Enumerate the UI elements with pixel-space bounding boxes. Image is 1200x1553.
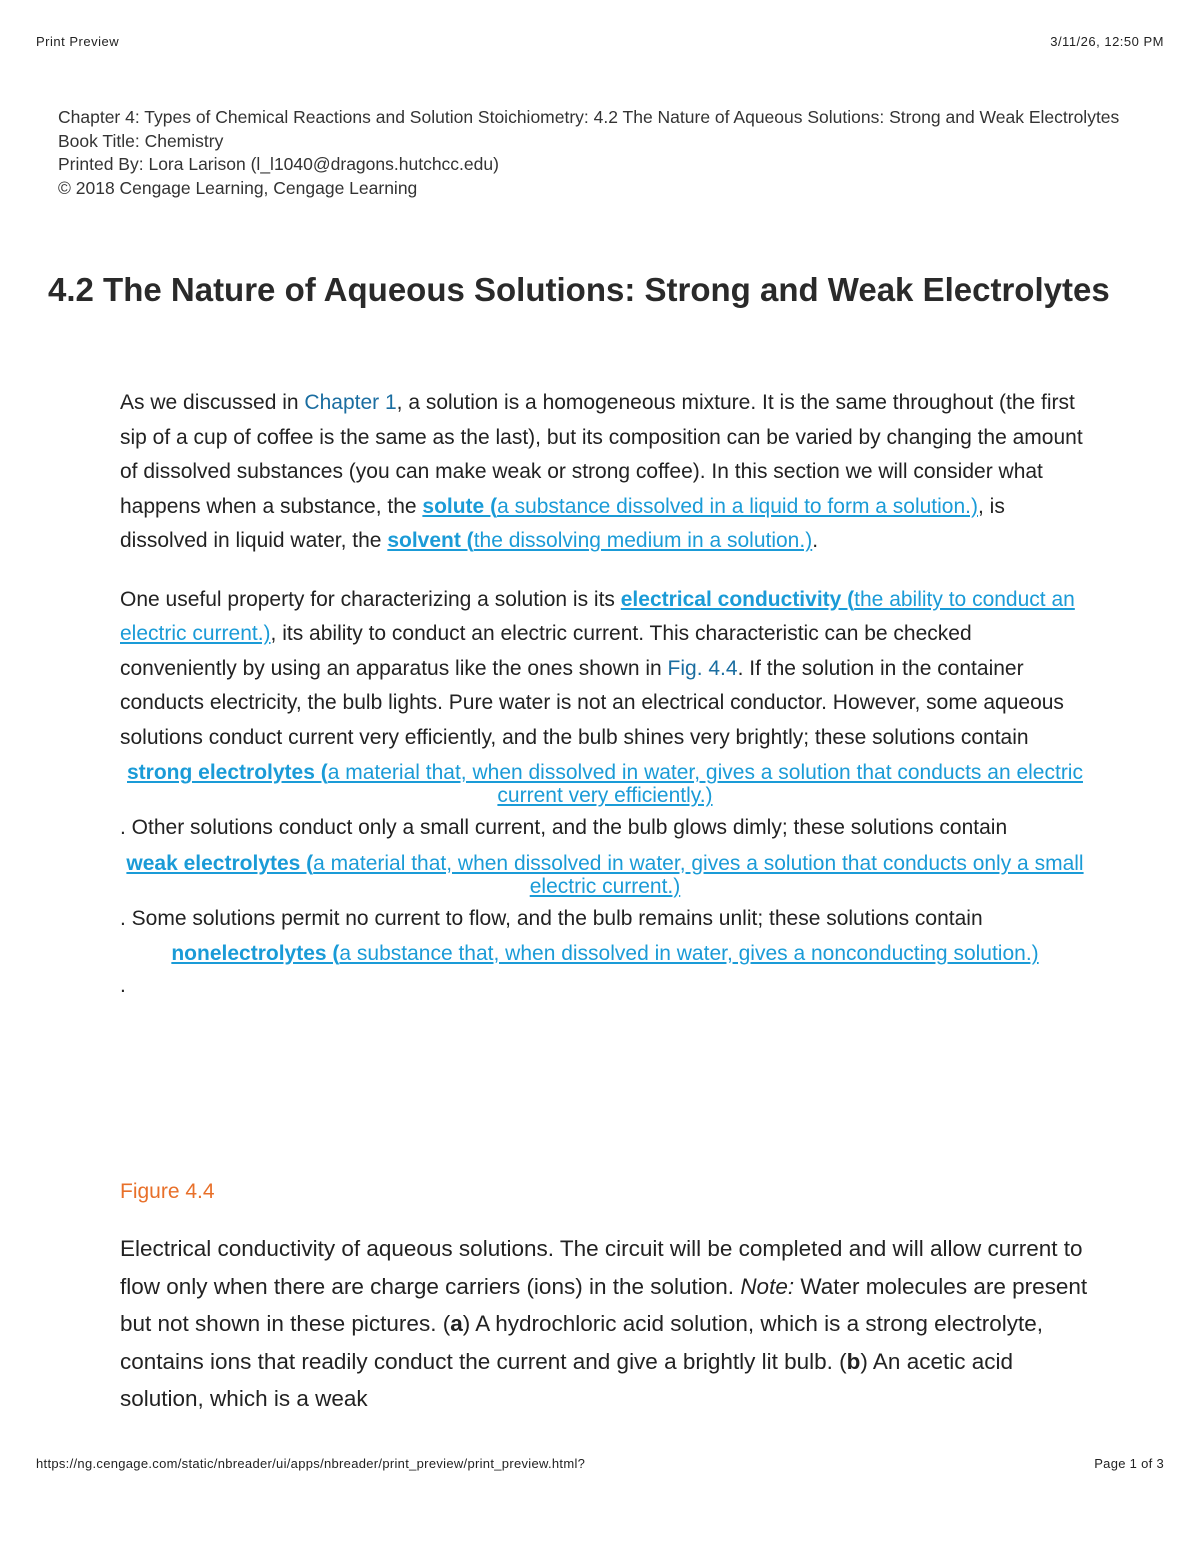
page-number: Page 1 of 3	[1094, 1456, 1164, 1471]
caption-text	[120, 1230, 1100, 1418]
term-definition: a material that, when dissolved in water, gives a solution that conducts only a small electric current.)	[313, 851, 1084, 898]
page-url: https://ng.cengage.com/static/nbreader/ui/apps/nbreader/print_preview/print_preview.html?	[36, 1456, 586, 1471]
weak-electrolytes-term-link[interactable]	[120, 852, 1090, 898]
term-definition: a substance that, when dissolved in water, gives a nonconducting solution.)	[339, 942, 1039, 965]
term-definition: a substance dissolved in a liquid to form a solution.)	[497, 494, 978, 518]
text: . If the solution in the container conducts electricity, the bulb lights. Pure water is not an electrical conductor. However, some aqueous solutions conduct current very efficiently, and the bulb shines very brightly; these solutions contain	[120, 656, 1064, 749]
paragraph-2	[120, 583, 1090, 1004]
figure-caption	[120, 1230, 1100, 1418]
text: .	[120, 974, 126, 997]
part-b-label: b	[846, 1348, 861, 1374]
text: Electrical conductivity of aqueous solutions. The circuit will be completed and will allow current to flow only when there are charge carriers (ions) in the solution.	[120, 1236, 1083, 1299]
term-word: weak electrolytes (	[126, 851, 314, 875]
solute-term-link[interactable]	[422, 495, 978, 518]
text: , its ability to conduct an electric current. This characteristic can be checked conveniently by using an apparatus like the ones shown in	[120, 622, 972, 680]
part-a-label: a	[450, 1311, 463, 1336]
term-word: solute (	[422, 494, 498, 518]
term-word: solvent (	[387, 529, 474, 552]
figure-4-4-link[interactable]: Fig. 4.4	[667, 656, 738, 680]
term-definition: the dissolving medium in a solution.)	[473, 529, 813, 552]
text: ) A hydrochloric acid solution, which is a strong electrolyte, contains ions that readily conduct the current and give a brightly lit bulb. (	[120, 1311, 1043, 1374]
text: As we discussed in	[120, 391, 305, 414]
nonelectrolytes-term-link[interactable]	[120, 942, 1090, 965]
print-preview-header: Print Preview	[36, 34, 120, 49]
book-title-line: Book Title: Chemistry	[58, 130, 224, 151]
solvent-term-link[interactable]	[387, 529, 812, 552]
note-label: Note:	[740, 1273, 795, 1299]
term-definition: a material that, when dissolved in water, gives a solution that conducts an electric current very efficiently.)	[327, 761, 1083, 807]
term-word: strong electrolytes (	[127, 761, 328, 784]
text: .	[812, 529, 819, 552]
section-title: 4.2 The Nature of Aqueous Solutions: Strong and Weak Electrolytes	[48, 271, 1110, 308]
chapter-line: Chapter 4: Types of Chemical Reactions and Solution Stoichiometry: 4.2 The Nature of Aqueous Solutions: Strong and Weak Electrolytes	[58, 107, 1120, 127]
text: ) An acetic acid solution, which is a weak	[120, 1348, 1013, 1411]
strong-electrolytes-term-link[interactable]	[120, 761, 1090, 807]
section-body	[120, 386, 1090, 1004]
term-word: nonelectrolytes (	[171, 942, 340, 965]
text: , is dissolved in liquid water, the	[120, 494, 1005, 552]
text: Water molecules are present but not shown in these pictures. (	[120, 1273, 1088, 1336]
printed-by-line: Printed By: Lora Larison (l_l1040@dragons.hutchcc.edu)	[58, 154, 499, 174]
term-definition: the ability to conduct an electric current.)	[120, 587, 1075, 645]
text: , a solution is a homogeneous mixture. It is the same throughout (the first sip of a cup of coffee is the same as the last), but its composition can be varied by changing the amount of dissolved substances (you can make weak or strong coffee). In this section we will consider what happens when a substance, the	[120, 391, 1083, 518]
chapter-1-link[interactable]: Chapter 1	[304, 391, 397, 414]
term-word: electrical conductivity (	[620, 587, 855, 611]
copyright-line: © 2018 Cengage Learning, Cengage Learning	[58, 177, 418, 198]
text: . Other solutions conduct only a small current, and the bulb glows dimly; these solutions contain	[120, 816, 1008, 839]
figure-label: Figure 4.4	[120, 1180, 215, 1203]
text: . Some solutions permit no current to flow, and the bulb remains unlit; these solutions contain	[120, 906, 983, 930]
document-meta	[58, 106, 1138, 200]
print-timestamp: 3/11/26, 12:50 PM	[1050, 34, 1164, 49]
text: One useful property for characterizing a solution is its	[120, 587, 621, 611]
paragraph-1	[120, 386, 1090, 559]
